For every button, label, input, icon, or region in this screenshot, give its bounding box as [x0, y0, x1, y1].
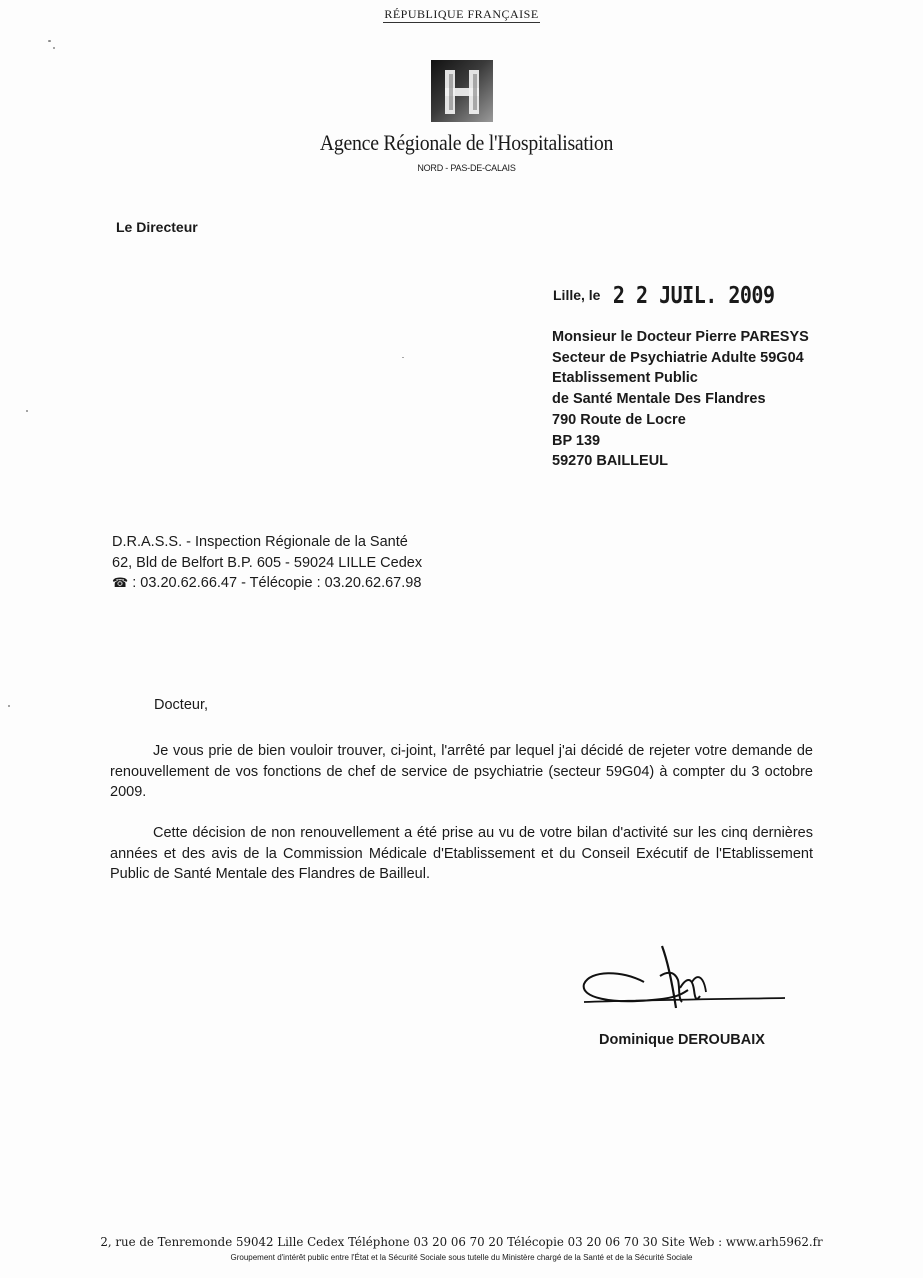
- body-paragraph-1: [110, 741, 813, 803]
- salutation: Docteur,: [154, 697, 208, 713]
- hospital-h-icon: [431, 60, 493, 122]
- recipient-line: de Santé Mentale Des Flandres: [552, 391, 766, 408]
- date-prefix: Lille, le: [553, 287, 601, 303]
- body-paragraph-2: [110, 823, 813, 885]
- recipient-line: 790 Route de Locre: [552, 411, 686, 428]
- telephone-icon: ☎: [112, 576, 129, 592]
- sender-phone-line: [112, 573, 422, 595]
- recipient-line: 59270 BAILLEUL: [552, 453, 669, 470]
- sender-phone-text: : 03.20.62.66.47 - Télécopie : 03.20.62.67.98: [132, 575, 422, 592]
- author-title: Le Directeur: [116, 219, 198, 235]
- agency-region: NORD - PAS-DE-CALAIS: [417, 163, 516, 173]
- scan-speck: [48, 40, 51, 42]
- scan-speck: [53, 47, 55, 49]
- date-stamp: 2 2 JUIL. 2009: [612, 281, 775, 309]
- republic-label: RÉPUBLIQUE FRANÇAISE: [384, 7, 539, 21]
- signer-name: Dominique DEROUBAIX: [599, 1032, 765, 1048]
- recipient-line: Monsieur le Docteur Pierre PARESYS: [552, 329, 809, 345]
- recipient-line: Etablissement Public: [552, 370, 698, 387]
- recipient-address: [552, 327, 809, 472]
- scan-speck: [26, 410, 28, 412]
- paragraph-text: Je vous prie de bien vouloir trouver, ci-joint, l'arrêté par lequel j'ai décidé de rejeter votre demande de renouvellement de vos fonctions de chef de service de psychiatrie (secteur 59G04) à compter du 3 octobre 2009.: [110, 743, 813, 800]
- agency-logo: [431, 60, 493, 122]
- republic-heading: [0, 7, 923, 22]
- sender-line: 62, Bld de Belfort B.P. 605 - 59024 LILLE Cedex: [112, 554, 423, 571]
- sender-block: [112, 532, 422, 595]
- letter-date: [553, 283, 775, 307]
- handwritten-signature: [582, 942, 787, 1012]
- recipient-line: Secteur de Psychiatrie Adulte 59G04: [552, 349, 804, 366]
- scan-speck: [402, 357, 404, 358]
- sender-line: D.R.A.S.S. - Inspection Régionale de la Santé: [112, 534, 408, 550]
- recipient-line: BP 139: [552, 432, 601, 449]
- agency-name: Agence Régionale de l'Hospitalisation: [319, 130, 614, 155]
- footer-address: 2, rue de Tenremonde 59042 Lille Cedex Téléphone 03 20 06 70 20 Télécopie 03 20 06 70 30 Site Web : www.arh5962.fr: [100, 1235, 823, 1249]
- scan-speck: [8, 705, 10, 707]
- paragraph-text: Cette décision de non renouvellement a été prise au vu de votre bilan d'activité sur les cinq dernières années et des avis de la Commission Médicale d'Etablissement et du Conseil Exécutif de l'Etablissement Public de Santé Mentale des Flandres de Bailleul.: [110, 825, 813, 882]
- footer-note: Groupement d'intérêt public entre l'État et la Sécurité Sociale sous tutelle du Ministère chargé de la Santé et de la Sécurité Sociale: [230, 1253, 693, 1262]
